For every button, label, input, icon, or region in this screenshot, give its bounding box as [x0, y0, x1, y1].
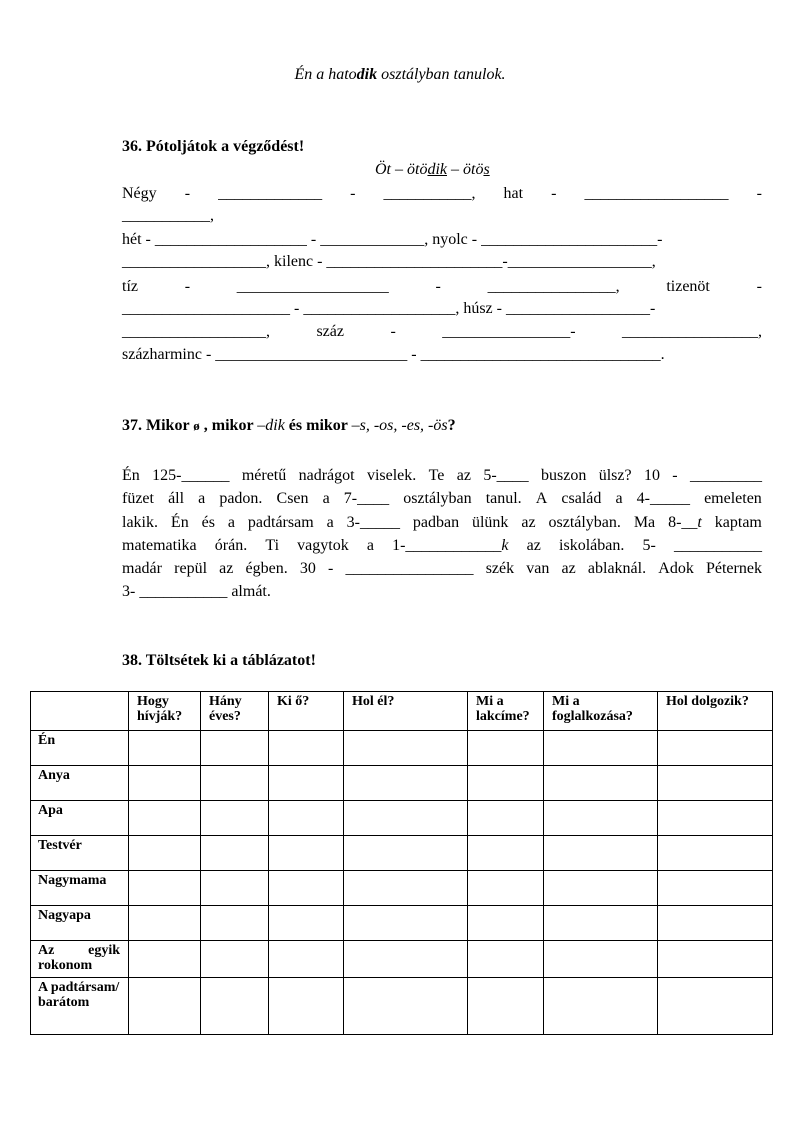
- answer-cell[interactable]: [544, 836, 658, 871]
- ex37-word: méretű: [241, 467, 287, 484]
- ex36-word: száz: [316, 323, 344, 340]
- row-label: Nagymama: [31, 871, 129, 906]
- ex37-word: órán.: [214, 536, 248, 554]
- ex37-line: [122, 511, 762, 534]
- ex37-title-part: –s, -os, -es, -ös: [351, 417, 448, 434]
- ex37-word: égben.: [245, 560, 288, 578]
- ex37-word: padtársam: [247, 513, 314, 531]
- ex37-word: kaptam: [714, 513, 762, 531]
- table-row: [31, 836, 773, 871]
- ex37-word: 3-: [122, 583, 136, 601]
- ex37-title: [122, 417, 456, 435]
- ex36-example-mid: – ötö: [447, 161, 484, 178]
- table-row: [31, 978, 773, 1035]
- fill-in-blank[interactable]: ___________: [673, 536, 762, 554]
- answer-cell[interactable]: [658, 906, 773, 941]
- fill-in-blank[interactable]: _____________________ - ___________________, húsz - __________________-: [122, 300, 656, 317]
- ex37-word: a: [366, 536, 374, 554]
- answer-cell[interactable]: [269, 836, 344, 871]
- ex36-example-pre: Öt – ötö: [375, 161, 428, 178]
- ex37-word: -: [672, 467, 678, 484]
- answer-cell[interactable]: [269, 906, 344, 941]
- fill-in-blank[interactable]: ___________,: [383, 185, 476, 202]
- table-header-cell: Hol él?: [344, 692, 468, 731]
- fill-in-blank[interactable]: ________________: [345, 560, 474, 578]
- ex36-word: -: [756, 185, 762, 202]
- row-label: Nagyapa: [31, 906, 129, 941]
- answer-cell[interactable]: [544, 978, 658, 1035]
- table-header-cell: [31, 692, 129, 731]
- answer-cell[interactable]: [129, 941, 201, 978]
- answer-cell[interactable]: [344, 731, 468, 766]
- answer-cell[interactable]: [129, 766, 201, 801]
- ex37-word: a: [198, 490, 206, 508]
- ex36-word: -: [551, 185, 557, 202]
- ex37-word: tanul.: [485, 490, 522, 508]
- ex36-example-u2: s: [483, 161, 490, 178]
- ex37-line: [122, 534, 762, 557]
- ex36-word: -: [350, 185, 356, 202]
- ex37-word: ablaknál.: [587, 560, 647, 578]
- ex36-line: [122, 205, 762, 227]
- answer-cell[interactable]: [129, 871, 201, 906]
- fill-in-blank[interactable]: _________: [689, 467, 762, 484]
- ex37-title-part: ?: [447, 417, 456, 434]
- answer-cell[interactable]: [201, 871, 269, 906]
- ex37-word: Én: [170, 513, 189, 531]
- ex37-word: a: [322, 490, 330, 508]
- ex37-word: az: [219, 560, 234, 578]
- ex37-word: Te: [428, 467, 445, 484]
- answer-cell[interactable]: [129, 801, 201, 836]
- table-header-cell: Mi a lakcíme?: [468, 692, 544, 731]
- ex37-word: repül: [174, 560, 208, 578]
- ex37-word: padban: [412, 513, 460, 531]
- ex37-word: A: [535, 490, 548, 508]
- table-header-cell: Hány éves?: [201, 692, 269, 731]
- table-row: [31, 731, 773, 766]
- answer-cell[interactable]: [344, 871, 468, 906]
- ex37-word: madár: [122, 560, 162, 578]
- ex37-word: iskolában.: [559, 536, 625, 554]
- answer-cell[interactable]: [269, 801, 344, 836]
- intro-text-bold: dik: [356, 66, 378, 83]
- answer-cell[interactable]: [269, 941, 344, 978]
- answer-cell[interactable]: [468, 978, 544, 1035]
- answer-cell[interactable]: [201, 978, 269, 1035]
- fill-in-blank[interactable]: százharminc - ________________________ - ______________________________.: [122, 346, 665, 363]
- answer-cell[interactable]: [344, 906, 468, 941]
- ex37-word: Ma: [633, 513, 656, 531]
- ex37-title-part: és mikor: [284, 417, 352, 434]
- table-header-cell: Hogy hívják?: [129, 692, 201, 731]
- ex37-word: osztályban: [403, 490, 472, 508]
- ex37-word: az: [526, 536, 541, 554]
- fill-in-blank[interactable]: __________________,: [122, 323, 270, 340]
- table-header-cell: Hol dolgozik?: [658, 692, 773, 731]
- intro-text-pre: Én a hato: [294, 66, 357, 83]
- ex37-word: vagytok: [297, 536, 349, 554]
- ex36-line: [122, 344, 762, 366]
- row-label: A padtársam/ barátom: [31, 978, 129, 1035]
- answer-cell[interactable]: [129, 836, 201, 871]
- row-label: Én: [31, 731, 129, 766]
- table-header-cell: Ki ő?: [269, 692, 344, 731]
- ex37-word: füzet: [122, 490, 154, 508]
- ex37-word: osztályban.: [548, 513, 621, 531]
- ex37-word: 5-: [642, 536, 656, 554]
- null-symbol: ø: [193, 418, 200, 433]
- table-row: [31, 871, 773, 906]
- fill-in-blank[interactable]: 8-__t: [668, 513, 702, 531]
- answer-cell[interactable]: [344, 978, 468, 1035]
- ex37-word: az: [456, 467, 471, 484]
- ex36-word: hat: [503, 185, 524, 202]
- ex38-title: 38. Töltsétek ki a táblázatot!: [122, 652, 316, 669]
- ex37-word: padon.: [219, 490, 263, 508]
- ex37-word: 10: [643, 467, 660, 484]
- answer-cell[interactable]: [468, 836, 544, 871]
- ex37-word: Adok: [658, 560, 694, 578]
- answer-cell[interactable]: [544, 906, 658, 941]
- ex37-word: nadrágot: [298, 467, 355, 484]
- fill-in-blank[interactable]: ___________,: [122, 207, 214, 224]
- table-row: [31, 906, 773, 941]
- ex37-word: buszon: [541, 467, 587, 484]
- answer-cell[interactable]: [658, 836, 773, 871]
- table-header-row: [31, 692, 773, 731]
- answer-cell[interactable]: [658, 871, 773, 906]
- answer-cell[interactable]: [468, 731, 544, 766]
- answer-cell[interactable]: [658, 978, 773, 1035]
- ex37-word: család: [561, 490, 602, 508]
- ex37-word: almát.: [231, 583, 271, 601]
- answer-cell[interactable]: [344, 836, 468, 871]
- ex37-word: ülsz?: [598, 467, 632, 484]
- fill-in-blank[interactable]: ________________,: [487, 278, 620, 295]
- ex37-word: a: [326, 513, 334, 531]
- answer-cell[interactable]: [201, 731, 269, 766]
- answer-cell[interactable]: [544, 941, 658, 978]
- ex37-word: ülünk: [471, 513, 509, 531]
- ex37-line: [122, 557, 762, 580]
- answer-cell[interactable]: [468, 871, 544, 906]
- row-label-part: Az egyik rokonom: [38, 943, 120, 973]
- ex37-title-part: 37. Mikor: [122, 417, 194, 434]
- answer-cell[interactable]: [658, 766, 773, 801]
- ex36-line: [122, 321, 762, 343]
- answer-cell[interactable]: [269, 978, 344, 1035]
- table-header-cell: Mi a foglalkozása?: [544, 692, 658, 731]
- ex36-word: -: [390, 323, 396, 340]
- ex36-word: Négy: [122, 185, 157, 202]
- ex37-word: a: [227, 513, 235, 531]
- answer-cell[interactable]: [544, 731, 658, 766]
- answer-cell[interactable]: [468, 801, 544, 836]
- ex36-word: -: [184, 278, 191, 295]
- fill-in-blank[interactable]: 5-____: [483, 467, 529, 484]
- ex37-word: 30: [299, 560, 316, 578]
- ex36-word: tizenöt: [666, 278, 710, 295]
- fill-in-blank[interactable]: hét - ___________________ - _____________, nyolc - ______________________-: [122, 231, 663, 248]
- fill-in-blank[interactable]: __________________: [584, 185, 729, 202]
- fill-in-blank[interactable]: 125-______: [152, 467, 230, 484]
- ex37-word: emeleten: [704, 490, 762, 508]
- answer-cell[interactable]: [269, 766, 344, 801]
- ex37-word: a: [615, 490, 623, 508]
- answer-cell[interactable]: [544, 801, 658, 836]
- ex37-word: matematika: [122, 536, 197, 554]
- fill-in-blank[interactable]: ___________: [139, 583, 228, 601]
- row-label: Apa: [31, 801, 129, 836]
- answer-cell[interactable]: [201, 941, 269, 978]
- fill-in-blank[interactable]: 1-____________k: [392, 536, 509, 554]
- ex36-line: [122, 298, 762, 320]
- answer-cell[interactable]: [201, 836, 269, 871]
- ex37-title-part: , mikor: [199, 417, 258, 434]
- answer-cell[interactable]: [129, 978, 201, 1035]
- ex36-word: -: [435, 278, 441, 295]
- row-label: [31, 941, 129, 978]
- ex36-example: [375, 161, 490, 179]
- answer-cell[interactable]: [129, 731, 201, 766]
- answer-cell[interactable]: [468, 766, 544, 801]
- fill-in-blank[interactable]: ________________-: [442, 323, 576, 340]
- answer-cell[interactable]: [658, 941, 773, 978]
- table-row: [31, 766, 773, 801]
- fill-in-blank[interactable]: _____________: [218, 185, 323, 202]
- ex37-paragraph: [122, 464, 762, 604]
- fill-in-blank[interactable]: ___________________: [236, 278, 389, 295]
- ex37-word: van: [526, 560, 550, 578]
- answer-cell[interactable]: [344, 766, 468, 801]
- row-label: Testvér: [31, 836, 129, 871]
- ex37-word: Ti: [265, 536, 280, 554]
- answer-cell[interactable]: [344, 941, 468, 978]
- ex37-line: [122, 464, 762, 487]
- fill-in-blank[interactable]: _________________,: [622, 323, 762, 340]
- ex36-line: [122, 183, 762, 205]
- ex37-word: az: [521, 513, 536, 531]
- ex37-word: és: [201, 513, 215, 531]
- ex37-word: viselek.: [366, 467, 417, 484]
- answer-cell[interactable]: [468, 941, 544, 978]
- ex36-line: [122, 229, 762, 251]
- ex37-word: Péternek: [705, 560, 762, 578]
- family-table: [30, 691, 773, 1035]
- ex36-line: [122, 251, 762, 273]
- answer-cell[interactable]: [344, 801, 468, 836]
- answer-cell[interactable]: [544, 871, 658, 906]
- ex37-word: szék: [485, 560, 515, 578]
- answer-cell[interactable]: [468, 906, 544, 941]
- ex37-word: az: [561, 560, 576, 578]
- ex37-word: Csen: [276, 490, 309, 508]
- ex37-line: [122, 580, 762, 603]
- row-label: Anya: [31, 766, 129, 801]
- table-row: [31, 941, 773, 978]
- ex37-word: Én: [122, 467, 140, 484]
- ex36-line: [122, 276, 762, 298]
- ex36-word: tíz: [122, 278, 138, 295]
- answer-cell[interactable]: [544, 766, 658, 801]
- answer-cell[interactable]: [269, 731, 344, 766]
- ex37-word: áll: [168, 490, 185, 508]
- intro-text-post: osztályban tanulok.: [377, 66, 506, 83]
- ex37-line: [122, 487, 762, 510]
- ex36-word: -: [184, 185, 191, 202]
- ex36-word: -: [756, 278, 762, 295]
- fill-in-blank[interactable]: 3-_____: [346, 513, 400, 531]
- ex37-title-part: –dik: [257, 417, 285, 434]
- fill-in-blank[interactable]: 4-_____: [636, 490, 690, 508]
- ex37-word: -: [328, 560, 334, 578]
- answer-cell[interactable]: [658, 801, 773, 836]
- answer-cell[interactable]: [201, 766, 269, 801]
- answer-cell[interactable]: [269, 871, 344, 906]
- answer-cell[interactable]: [201, 801, 269, 836]
- answer-cell[interactable]: [201, 906, 269, 941]
- ex37-word: lakik.: [122, 513, 158, 531]
- fill-in-blank[interactable]: __________________, kilenc - ______________________-__________________,: [122, 253, 656, 270]
- answer-cell[interactable]: [658, 731, 773, 766]
- answer-cell[interactable]: [129, 906, 201, 941]
- table-row: [31, 801, 773, 836]
- fill-in-blank[interactable]: 7-____: [343, 490, 390, 508]
- ex36-example-u: dik: [427, 161, 447, 178]
- intro-sentence: [0, 66, 800, 84]
- ex36-title: 36. Pótoljátok a végződést!: [122, 138, 305, 155]
